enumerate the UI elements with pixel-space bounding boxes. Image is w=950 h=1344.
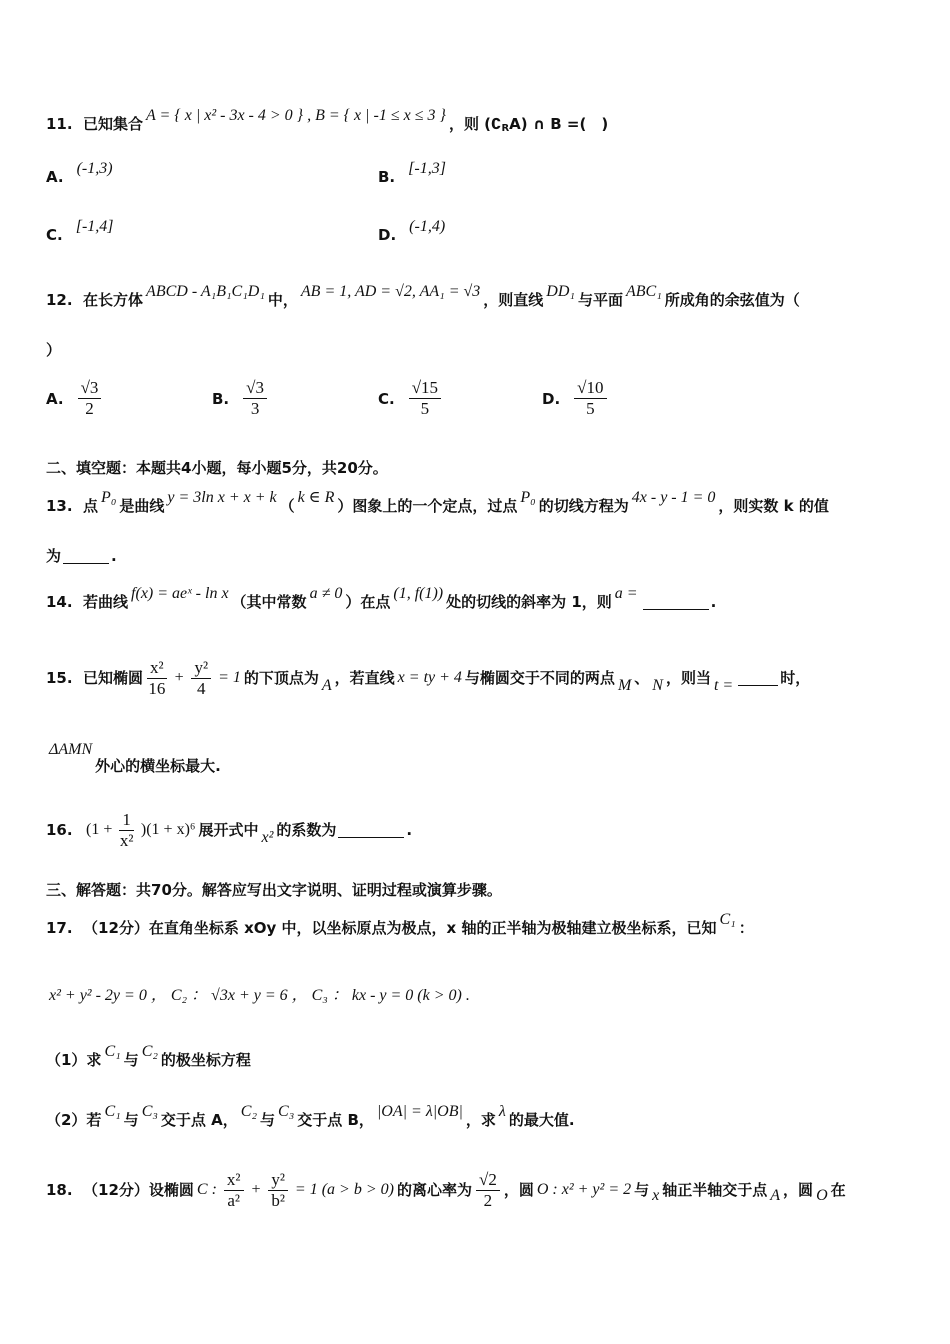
question-17-part-2: （2）若 C₁ 与 C₃ 交于点 A， C₂ 与 C₃ 交于点 B， |OA| = λ|OB| ，求 λ 的最大值.: [46, 1103, 575, 1129]
question-16: 16. (1 + $\frac{1}{\text{x²}}$ )(1 + x)⁶ 展开式中 x² 的系数为 .: [46, 809, 413, 850]
q12-option-c[interactable]: C. $\frac{√15}{5}$: [378, 378, 445, 419]
section-2-heading: 二、填空题：本题共4小题，每小题5分，共20分。: [46, 459, 388, 477]
q12-option-b[interactable]: B. $\frac{√3}{3}$: [212, 378, 271, 419]
question-13: 13. 点 P₀ 是曲线 y = 3ln x + x + k （ k ∈ R ）图象上的一个定点，过点 P₀ 的切线方程为 4x - y - 1 = 0 ，则实数 k 的值: [46, 489, 829, 515]
section-3-heading: 三、解答题：共70分。解答应写出文字说明、证明过程或演算步骤。: [46, 881, 502, 899]
q11-option-b[interactable]: B. [-1,3]: [378, 160, 446, 186]
question-12: 12. 在长方体 ABCD - A₁B₁C₁D₁ 中， AB = 1, AD = √2, AA₁ = √3 ，则直线 DD₁ 与平面 ABC₁ 所成角的余弦值为（: [46, 283, 800, 309]
question-18: 18. （12分）设椭圆 C : $\frac{\text{x²}}{\text{a²}}$ + $\frac{\text{y²}}{\text{b²}}$ = 1 (a > b > 0) 的离心率为 $\frac{√2}{2}$ ，圆 O : x² + y² = 2 与 x 轴正半轴交于点 A ，圆 O 在: [46, 1169, 846, 1210]
q16-answer-blank[interactable]: [338, 823, 404, 838]
q15-answer-blank[interactable]: [738, 671, 778, 686]
question-11: 11. 已知集合 A = { x | x² - 3x - 4 > 0 } , B = { x | -1 ≤ x ≤ 3 } ，则 (∁ R A) ∩ B =( ): [46, 107, 609, 134]
q11-option-c[interactable]: C. [-1,4]: [46, 218, 114, 244]
q11-option-a[interactable]: A. (-1,3): [46, 160, 113, 186]
question-15: 15. 已知椭圆 $\frac{\text{x²}}{16}$ + $\frac{\text{y²}}{4}$ = 1 的下顶点为 A ，若直线 x = ty + 4 与椭圆交于不同的两点 M 、 N ，则当 t = 时，: [46, 657, 811, 698]
q12-option-d[interactable]: D. $\frac{√10}{5}$: [542, 378, 611, 419]
question-17-part-1: （1）求 C₁ 与 C₂ 的极坐标方程: [46, 1043, 251, 1069]
question-15-line2: ΔAMN 外心的横坐标最大.: [49, 741, 221, 775]
q12-option-a[interactable]: A. $\frac{√3}{2}$: [46, 378, 105, 419]
q14-answer-blank[interactable]: [643, 595, 709, 610]
q11-sets-math: A = { x | x² - 3x - 4 > 0 } , B = { x | -1 ≤ x ≤ 3 }: [146, 107, 446, 124]
question-14: 14. 若曲线 f(x) = aeˣ - ln x （其中常数 a ≠ 0 ）在点 (1, f(1)) 处的切线的斜率为 1，则 a = .: [46, 585, 717, 611]
q11-option-d[interactable]: D. (-1,4): [378, 218, 446, 244]
q13-answer-blank[interactable]: [63, 549, 109, 564]
question-17-equations: x² + y² - 2y = 0 ， C₂ ： √3x + y = 6 ， C₃ ： kx - y = 0 (k > 0) .: [49, 987, 470, 1004]
question-13-line2: 为 .: [46, 547, 117, 565]
question-12-close: ）: [46, 341, 62, 359]
question-17: 17. （12分）在直角坐标系 xOy 中，以坐标原点为极点，x 轴的正半轴为极轴建立极坐标系，已知 C₁ ：: [46, 911, 754, 937]
